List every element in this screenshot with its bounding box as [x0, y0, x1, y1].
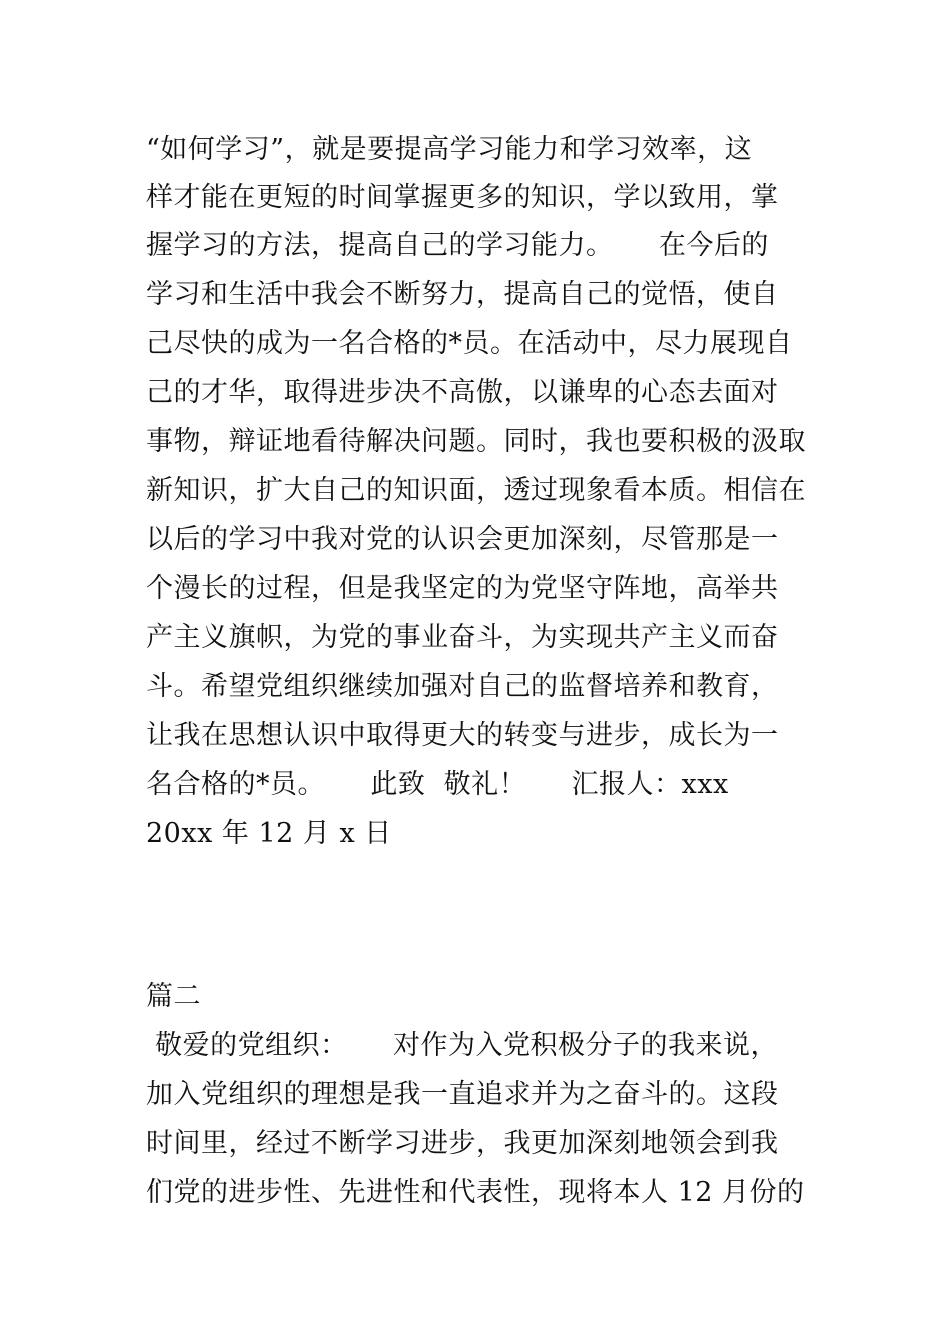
- text-line: 新知识，扩大自己的知识面，透过现象看本质。相信在: [146, 475, 806, 506]
- text-line: 握学习的方法，提高自己的学习能力。 在今后的: [146, 230, 769, 261]
- text-line: 名合格的*员。 此致 敬礼！ 汇报人：xxx: [146, 769, 729, 800]
- text-line: 让我在思想认识中取得更大的转变与进步，成长为一: [146, 720, 779, 751]
- text-line: 斗。希望党组织继续加强对自己的监督培养和教育，: [146, 671, 779, 702]
- text-line: 们党的进步性、先进性和代表性，现将本人 12 月份的: [146, 1177, 805, 1208]
- text-line: 产主义旗帜，为党的事业奋斗，为实现共产主义而奋: [146, 622, 779, 653]
- text-line: 20xx 年 12 月 x 日: [146, 818, 392, 849]
- text-line: 学习和生活中我会不断努力，提高自己的觉悟，使自: [146, 279, 779, 310]
- text-line: 以后的学习中我对党的认识会更加深刻，尽管那是一: [146, 524, 779, 555]
- text-line: 样才能在更短的时间掌握更多的知识，学以致用，掌: [146, 182, 779, 213]
- text-line: 己尽快的成为一名合格的*员。在活动中，尽力展现自: [146, 328, 793, 359]
- text-line: “如何学习”，就是要提高学习能力和学习效率，这: [146, 134, 753, 165]
- text-line: 事物，辩证地看待解决问题。同时，我也要积极的汲取: [146, 426, 806, 457]
- text-line: 个漫长的过程，但是我坚定的为党坚守阵地，高举共: [146, 573, 779, 604]
- text-line: 敬爱的党组织： 对作为入党积极分子的我来说，: [146, 1030, 778, 1061]
- text-line: 加入党组织的理想是我一直追求并为之奋斗的。这段: [146, 1079, 779, 1110]
- text-line: 时间里，经过不断学习进步，我更加深刻地领会到我: [146, 1128, 779, 1159]
- section-heading: 篇二: [146, 981, 201, 1012]
- text-line: 己的才华，取得进步决不高傲，以谦卑的心态去面对: [146, 377, 779, 408]
